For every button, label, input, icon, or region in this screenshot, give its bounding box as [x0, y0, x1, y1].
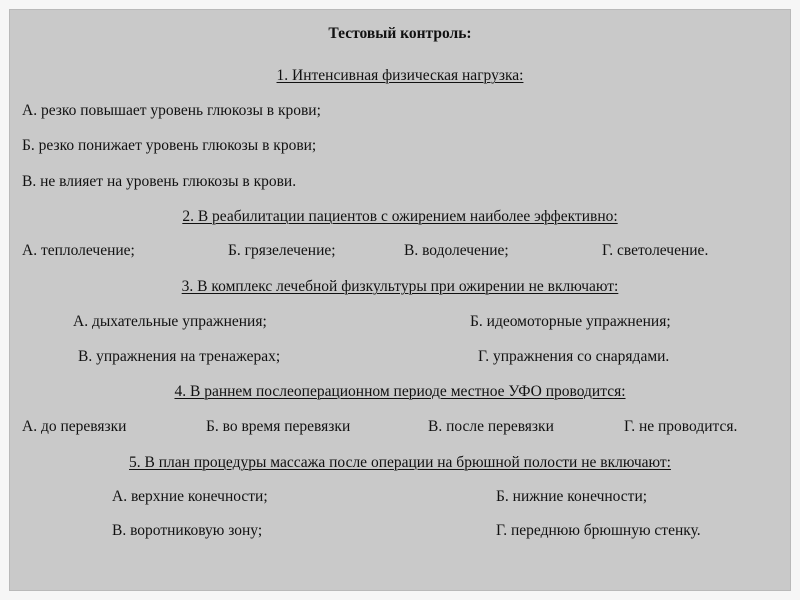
page-title: Тестовый контроль: — [328, 25, 472, 42]
question-1: 1. Интенсивная физическая нагрузка: — [276, 67, 524, 84]
question-3: 3. В комплекс лечебной физкультуры при ожирении не включают: — [181, 278, 619, 295]
q4-answer-c: В. после перевязки — [428, 418, 554, 435]
q2-answer-b: Б. грязелечение; — [228, 242, 336, 259]
q1-answer-b: Б. резко понижает уровень глюкозы в крови; — [22, 137, 317, 154]
q1-answer-a: А. резко повышает уровень глюкозы в крови; — [22, 102, 321, 119]
q2-answer-a: А. теплолечение; — [22, 242, 135, 259]
question-5: 5. В план процедуры массажа после операции на брюшной полости не включают: — [129, 454, 671, 471]
q1-answer-c: В. не влияет на уровень глюкозы в крови. — [22, 173, 297, 190]
q5-answer-c: В. воротниковую зону; — [112, 522, 263, 539]
q2-answer-d: Г. светолечение. — [602, 242, 709, 259]
q4-answer-b: Б. во время перевязки — [206, 418, 351, 435]
q5-answer-d: Г. переднюю брюшную стенку. — [496, 522, 701, 539]
q4-answer-a: А. до перевязки — [22, 418, 127, 435]
question-2: 2. В реабилитации пациентов с ожирением наиболее эффективно: — [182, 208, 618, 225]
q3-answer-b: Б. идеомоторные упражнения; — [470, 313, 671, 330]
q3-answer-c: В. упражнения на тренажерах; — [78, 348, 281, 365]
q2-answer-c: В. водолечение; — [404, 242, 509, 259]
question-4: 4. В раннем послеоперационном периоде местное УФО проводится: — [174, 383, 626, 400]
q4-answer-d: Г. не проводится. — [624, 418, 738, 435]
q3-answer-d: Г. упражнения со снарядами. — [478, 348, 670, 365]
q3-answer-a: А. дыхательные упражнения; — [73, 313, 267, 330]
q5-answer-b: Б. нижние конечности; — [496, 488, 648, 505]
q5-answer-a: А. верхние конечности; — [112, 488, 268, 505]
